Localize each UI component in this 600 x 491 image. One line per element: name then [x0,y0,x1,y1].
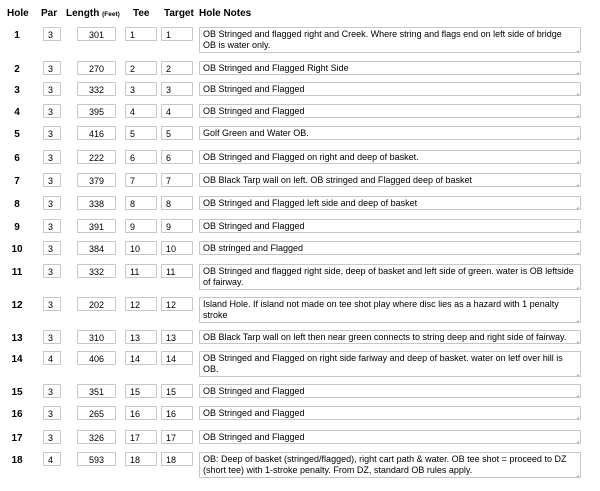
target-input[interactable]: 13 [161,330,193,344]
resize-grip-icon[interactable] [573,247,579,253]
header-par: Par [41,8,58,19]
length-input[interactable]: 395 [77,104,116,118]
hole-number: 2 [14,64,20,75]
hole-number: 13 [11,333,23,344]
notes-textarea[interactable] [199,61,581,75]
target-input[interactable]: 17 [161,430,193,444]
resize-grip-icon[interactable] [573,282,579,288]
hole-number: 4 [14,107,20,118]
par-input[interactable]: 3 [43,297,61,311]
target-input[interactable]: 2 [161,61,193,75]
target-input[interactable]: 8 [161,196,193,210]
tee-input[interactable]: 4 [125,104,157,118]
hole-number: 18 [11,455,23,466]
tee-input[interactable]: 8 [125,196,157,210]
target-input[interactable]: 4 [161,104,193,118]
hole-number: 16 [11,409,23,420]
resize-grip-icon[interactable] [573,470,579,476]
resize-grip-icon[interactable] [573,202,579,208]
notes-text: OB Stringed and Flagged Right Side [203,63,349,73]
target-input[interactable]: 12 [161,297,193,311]
length-input[interactable]: 406 [77,351,116,365]
tee-input[interactable]: 16 [125,406,157,420]
length-input[interactable]: 332 [77,82,116,96]
notes-text: OB Stringed and Flagged [203,84,305,94]
length-input[interactable]: 332 [77,264,116,278]
resize-grip-icon[interactable] [573,315,579,321]
notes-text: OB Stringed and Flagged [203,386,305,396]
target-input[interactable]: 14 [161,351,193,365]
par-input[interactable]: 3 [43,241,61,255]
notes-text: OB Stringed and Flagged [203,408,305,418]
notes-textarea[interactable] [199,406,581,420]
target-input[interactable]: 5 [161,126,193,140]
hole-number: 3 [14,85,20,96]
resize-grip-icon[interactable] [573,45,579,51]
tee-input[interactable]: 6 [125,150,157,164]
hole-number: 17 [11,433,23,444]
par-input[interactable]: 3 [43,430,61,444]
target-input[interactable]: 16 [161,406,193,420]
tee-input[interactable]: 13 [125,330,157,344]
hole-number: 7 [14,176,20,187]
target-input[interactable]: 11 [161,264,193,278]
hole-number: 15 [11,387,23,398]
tee-input[interactable]: 15 [125,384,157,398]
length-input[interactable]: 310 [77,330,116,344]
tee-input[interactable]: 14 [125,351,157,365]
resize-grip-icon[interactable] [573,156,579,162]
header-length-unit: (Feet) [102,11,120,18]
par-input[interactable]: 4 [43,351,61,365]
resize-grip-icon[interactable] [573,369,579,375]
par-input[interactable]: 3 [43,219,61,233]
tee-input[interactable]: 11 [125,264,157,278]
tee-input[interactable]: 1 [125,27,157,41]
notes-textarea[interactable] [199,219,581,233]
tee-input[interactable]: 17 [125,430,157,444]
length-input[interactable]: 416 [77,126,116,140]
resize-grip-icon[interactable] [573,225,579,231]
resize-grip-icon[interactable] [573,67,579,73]
hole-number: 12 [11,300,23,311]
notes-text: Island Hole. If island not made on tee shot play where disc lies as a hazard with 1 penalty stroke [203,299,559,320]
hole-number: 8 [14,199,20,210]
resize-grip-icon[interactable] [573,110,579,116]
par-input[interactable]: 3 [43,264,61,278]
tee-input[interactable]: 10 [125,241,157,255]
notes-textarea[interactable] [199,150,581,164]
par-input[interactable]: 3 [43,406,61,420]
notes-text: OB: Deep of basket (stringed/flagged), right cart path & water. OB tee shot = proceed to DZ (short tee) with 1-stroke penalty. From DZ, standard OB rules apply. [203,454,567,475]
hole-number: 14 [11,354,23,365]
notes-textarea[interactable] [199,330,581,344]
resize-grip-icon[interactable] [573,436,579,442]
notes-textarea[interactable] [199,351,581,377]
length-input[interactable]: 351 [77,384,116,398]
notes-text: OB Black Tarp wall on left then near green connects to string deep and right side of fairway. [203,332,567,342]
tee-input[interactable]: 7 [125,173,157,187]
notes-textarea[interactable] [199,104,581,118]
length-input[interactable]: 265 [77,406,116,420]
target-input[interactable]: 3 [161,82,193,96]
resize-grip-icon[interactable] [573,336,579,342]
par-input[interactable]: 3 [43,126,61,140]
resize-grip-icon[interactable] [573,88,579,94]
resize-grip-icon[interactable] [573,412,579,418]
notes-text: OB stringed and Flagged [203,243,304,253]
length-input[interactable]: 270 [77,61,116,75]
tee-input[interactable]: 12 [125,297,157,311]
par-input[interactable]: 3 [43,330,61,344]
par-input[interactable]: 3 [43,196,61,210]
target-input[interactable]: 18 [161,452,193,466]
par-input[interactable]: 4 [43,452,61,466]
header-hole: Hole [7,8,29,19]
par-input[interactable]: 3 [43,104,61,118]
length-input[interactable]: 301 [77,27,116,41]
notes-textarea[interactable] [199,264,581,290]
target-input[interactable]: 9 [161,219,193,233]
notes-textarea[interactable] [199,82,581,96]
tee-input[interactable]: 2 [125,61,157,75]
notes-textarea[interactable] [199,430,581,444]
notes-textarea[interactable] [199,384,581,398]
target-input[interactable]: 15 [161,384,193,398]
hole-number: 5 [14,129,20,140]
target-input[interactable]: 6 [161,150,193,164]
notes-textarea[interactable] [199,196,581,210]
length-input[interactable]: 338 [77,196,116,210]
notes-text: Golf Green and Water OB. [203,128,309,138]
length-input[interactable]: 202 [77,297,116,311]
notes-text: OB Stringed and Flagged left side and deep of basket [203,198,418,208]
tee-input[interactable]: 18 [125,452,157,466]
par-input[interactable]: 3 [43,150,61,164]
notes-text: OB Black Tarp wall on left. OB stringed and Flagged deep of basket [203,175,472,185]
notes-textarea[interactable] [199,27,581,53]
notes-text: OB Stringed and flagged right side, deep of basket and left side of green. water is OB leftside of fairway. [203,266,574,287]
hole-number: 11 [11,267,23,278]
target-input[interactable]: 1 [161,27,193,41]
notes-textarea[interactable] [199,173,581,187]
notes-text: OB Stringed and Flagged on right and deep of basket. [203,152,419,162]
header-length-label: Length [66,8,100,19]
par-input[interactable]: 3 [43,61,61,75]
header-length [66,8,120,19]
notes-textarea[interactable] [199,241,581,255]
notes-text: OB Stringed and flagged right and Creek. Where string and flags end on left side of bridge OB is water only. [203,29,562,50]
length-input[interactable]: 222 [77,150,116,164]
notes-text: OB Stringed and Flagged [203,432,305,442]
header-tee: Tee [133,8,150,19]
notes-text: OB Stringed and Flagged [203,221,305,231]
length-input[interactable]: 384 [77,241,116,255]
target-input[interactable]: 10 [161,241,193,255]
hole-number: 10 [11,244,23,255]
notes-textarea[interactable] [199,297,581,323]
notes-textarea[interactable] [199,452,581,478]
hole-number: 6 [14,153,20,164]
notes-text: OB Stringed and Flagged [203,106,305,116]
par-input[interactable]: 3 [43,173,61,187]
hole-number: 1 [14,30,20,41]
par-input[interactable]: 3 [43,384,61,398]
resize-grip-icon[interactable] [573,179,579,185]
resize-grip-icon[interactable] [573,132,579,138]
notes-text: OB Stringed and Flagged on right side fariway and deep of basket. water on letf over hill is OB. [203,353,563,374]
length-input[interactable]: 593 [77,452,116,466]
tee-input[interactable]: 3 [125,82,157,96]
length-input[interactable]: 379 [77,173,116,187]
length-input[interactable]: 326 [77,430,116,444]
par-input[interactable]: 3 [43,27,61,41]
resize-grip-icon[interactable] [573,390,579,396]
header-notes: Hole Notes [199,8,252,19]
target-input[interactable]: 7 [161,173,193,187]
hole-number: 9 [14,222,20,233]
tee-input[interactable]: 5 [125,126,157,140]
notes-textarea[interactable] [199,126,581,140]
header-target: Target [164,8,194,19]
length-input[interactable]: 391 [77,219,116,233]
par-input[interactable]: 3 [43,82,61,96]
tee-input[interactable]: 9 [125,219,157,233]
